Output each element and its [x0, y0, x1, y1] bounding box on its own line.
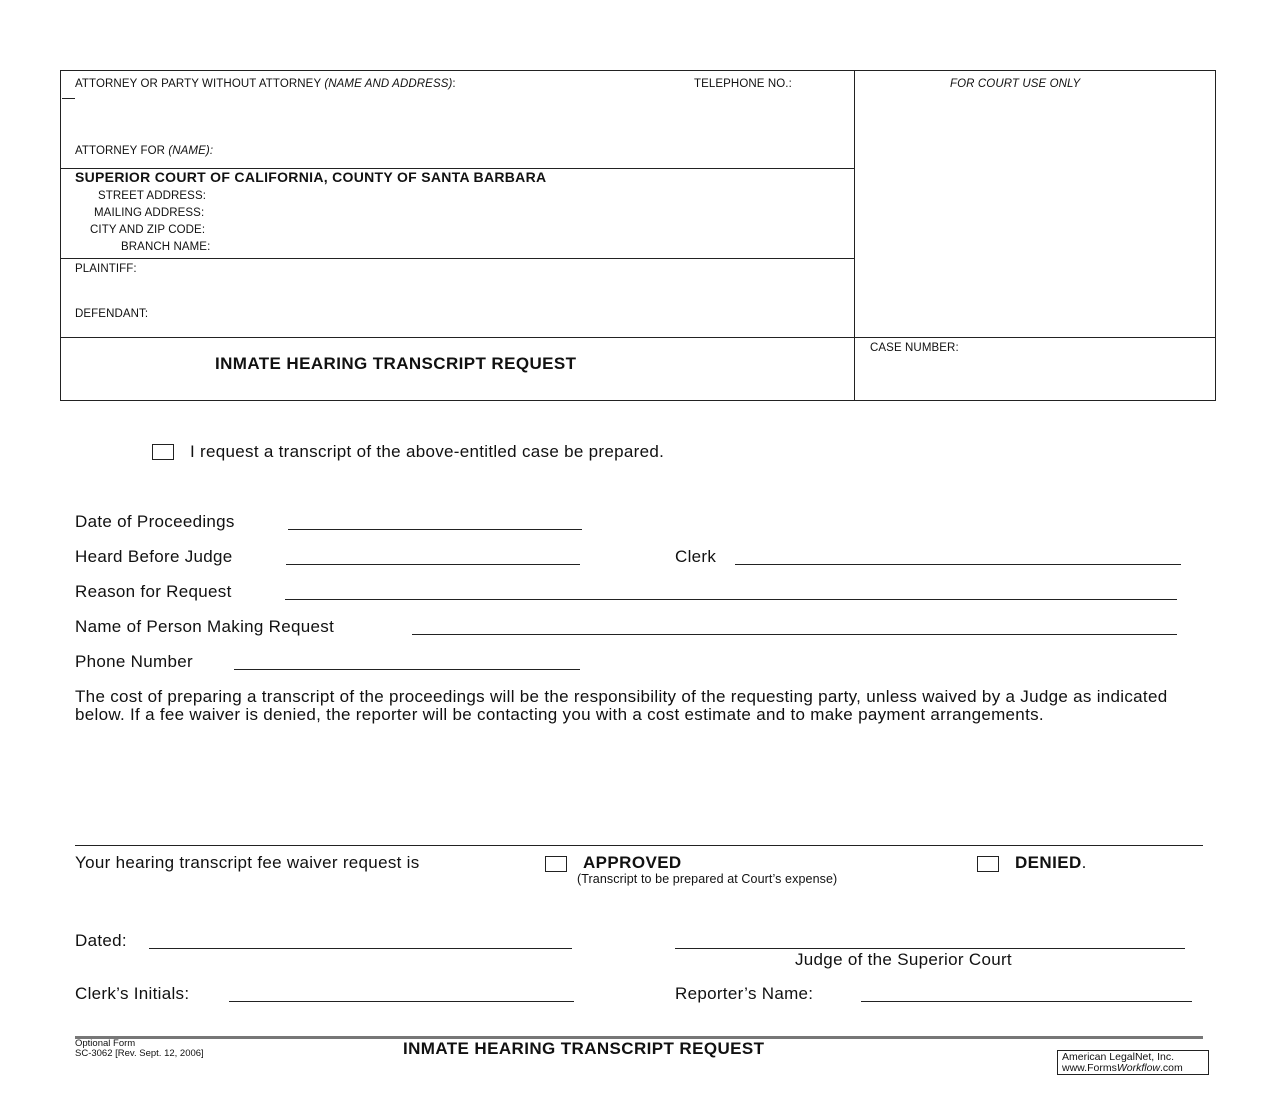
defendant-label: DEFENDANT:	[75, 308, 149, 320]
judge-caption: Judge of the Superior Court	[795, 950, 1012, 969]
waiver-prefix: Your hearing transcript fee waiver request is	[75, 853, 420, 872]
attorney-label: ATTORNEY OR PARTY WITHOUT ATTORNEY (NAME AND ADDRESS):	[75, 78, 456, 90]
court-name: SUPERIOR COURT OF CALIFORNIA, COUNTY OF SANTA BARBARA	[75, 169, 547, 185]
caption-box	[60, 70, 1216, 401]
request-transcript-checkbox[interactable]	[152, 444, 174, 460]
vendor-line1: American LegalNet, Inc.	[1062, 1051, 1175, 1063]
case-number-label: CASE NUMBER:	[870, 342, 959, 354]
telephone-label: TELEPHONE NO.:	[694, 78, 792, 90]
reporter-name-label: Reporter’s Name:	[675, 984, 814, 1003]
city-zip-label: CITY AND ZIP CODE:	[90, 224, 206, 236]
street-address-label: STREET ADDRESS:	[98, 190, 207, 202]
denied-checkbox[interactable]	[977, 856, 999, 872]
dated-label: Dated:	[75, 931, 127, 950]
clerk-label: Clerk	[675, 547, 717, 566]
optional-form-label: Optional Form	[75, 1038, 136, 1049]
attorney-for-label: ATTORNEY FOR (NAME):	[75, 145, 214, 157]
court-use-label: FOR COURT USE ONLY	[950, 78, 1081, 90]
request-transcript-label: I request a transcript of the above-entitled case be prepared.	[190, 442, 665, 461]
approved-checkbox[interactable]	[545, 856, 567, 872]
clerk-initials-label: Clerk’s Initials:	[75, 984, 190, 1003]
clerk-initials-field[interactable]	[229, 1001, 574, 1002]
waiver-separator	[75, 845, 1203, 846]
heard-before-judge-label: Heard Before Judge	[75, 547, 233, 566]
name-of-person-label: Name of Person Making Request	[75, 617, 335, 636]
branch-name-label: BRANCH NAME:	[121, 241, 211, 253]
judge-signature-field[interactable]	[675, 948, 1185, 949]
heard-before-judge-field[interactable]	[286, 564, 580, 565]
attorney-tick-mark	[62, 98, 75, 99]
cost-paragraph: The cost of preparing a transcript of the proceedings will be the responsibility of the requesting party, unless waived by a Judge as indicated below. If a fee waiver is denied, the reporter will be contacting you with a cost estimate and to make payment arrangements.	[75, 687, 1168, 724]
approved-note: (Transcript to be prepared at Court’s expense)	[577, 872, 838, 886]
phone-number-label: Phone Number	[75, 652, 193, 671]
plaintiff-label: PLAINTIFF:	[75, 263, 137, 275]
mailing-address-label: MAILING ADDRESS:	[94, 207, 205, 219]
name-of-person-field[interactable]	[412, 634, 1177, 635]
footer-title: INMATE HEARING TRANSCRIPT REQUEST	[403, 1039, 765, 1058]
phone-number-field[interactable]	[234, 669, 580, 670]
reason-for-request-field[interactable]	[285, 599, 1177, 600]
form-number: SC-3062 [Rev. Sept. 12, 2006]	[75, 1048, 204, 1059]
caption-vertical-divider	[854, 70, 855, 401]
denied-label: DENIED.	[1015, 853, 1087, 872]
caption-divider-title	[60, 337, 1216, 338]
clerk-field[interactable]	[735, 564, 1181, 565]
reporter-name-field[interactable]	[861, 1001, 1192, 1002]
dated-field[interactable]	[149, 948, 572, 949]
caption-divider-parties	[60, 258, 855, 259]
reason-for-request-label: Reason for Request	[75, 582, 232, 601]
form-title: INMATE HEARING TRANSCRIPT REQUEST	[215, 354, 577, 373]
date-of-proceedings-field[interactable]	[288, 529, 582, 530]
date-of-proceedings-label: Date of Proceedings	[75, 512, 235, 531]
vendor-line2: www.FormsWorkflow.com	[1062, 1062, 1183, 1074]
approved-label: APPROVED	[583, 853, 682, 872]
